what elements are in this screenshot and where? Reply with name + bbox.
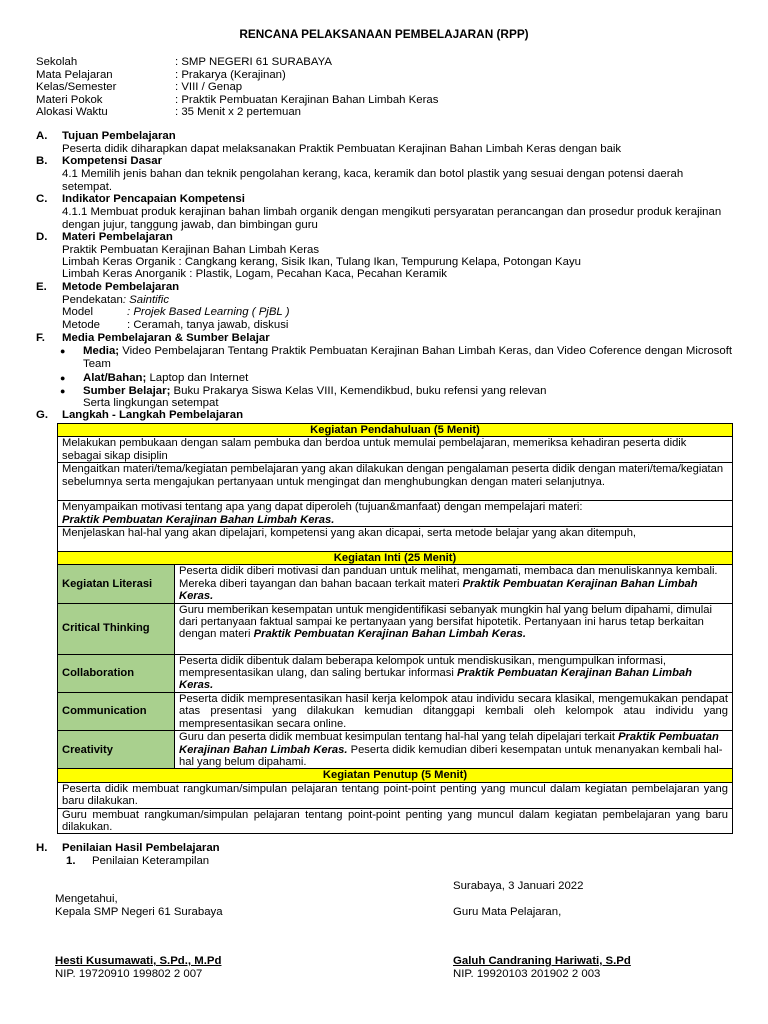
step-emphasis: Praktik Pembuatan Kerajinan Bahan Limbah Keras.	[253, 628, 526, 641]
intro-step	[58, 501, 733, 527]
intro-step: Melakukan pembukaan dengan salam pembuka dan berdoa untuk memulai pembelajaran, memeriksa kehadiran peserta didik sebagai sikap disiplin	[58, 437, 733, 463]
method-value: : Projek Based Learning ( PjBL )	[127, 306, 290, 318]
closing-step: Guru membuat rangkuman/simpulan pelajaran tentang point-point penting yang muncul dalam kegiatan pembelajaran yang baru dilakukan.	[58, 808, 733, 834]
media-label: Sumber Belajar;	[83, 385, 171, 397]
table-row	[58, 808, 733, 834]
method-value: : Saintific	[122, 294, 170, 306]
identity-row-class	[36, 81, 736, 94]
section-g-heading	[36, 409, 243, 422]
activity-text	[175, 654, 733, 692]
identity-key: Mata Pelajaran	[36, 69, 113, 81]
bullet-icon: ●	[60, 346, 66, 356]
activity-label: Creativity	[58, 731, 175, 769]
section-h-heading	[36, 842, 220, 855]
section-d-line: Praktik Pembuatan Kerajinan Bahan Limbah Keras	[62, 244, 320, 256]
closing-header-row	[58, 769, 733, 782]
section-a-text: Peserta didik diharapkan dapat melaksanakan Praktik Pembuatan Kerajinan Bahan Limbah Keras dengan baik	[62, 143, 622, 155]
section-d-heading	[36, 231, 173, 244]
source-item-extra: Serta lingkungan setempat	[83, 397, 219, 409]
identity-key: Alokasi Waktu	[36, 106, 108, 118]
identity-row-time	[36, 106, 736, 119]
bullet-icon: ●	[60, 373, 66, 383]
section-d-line: Limbah Keras Anorganik : Plastik, Logam, Pecahan Kaca, Pecahan Keramik	[62, 268, 447, 280]
method-row	[62, 319, 734, 332]
identity-key: Kelas/Semester	[36, 81, 117, 93]
teacher-name: Galuh Candraning Hariwati, S.Pd	[453, 955, 631, 967]
intro-step: Mengaitkan materi/tema/kegiatan pembelajaran yang akan dilakukan dengan pengalaman peserta didik dengan materi/tema/kegiatan sebelumnya serta mengajukan pertanyaan untuk mengingat dan menghubungkan dengan materi selanjutnya.	[58, 463, 733, 501]
teacher-nip: NIP. 19920103 201902 2 003	[453, 968, 601, 980]
section-a-heading	[36, 130, 176, 143]
acknowledge-label: Mengetahui,	[55, 893, 118, 905]
media-label: Alat/Bahan;	[83, 372, 147, 384]
section-c-heading	[36, 193, 245, 206]
table-row	[58, 565, 733, 603]
identity-key: Sekolah	[36, 56, 78, 68]
section-letter: H.	[36, 842, 48, 854]
table-row	[58, 437, 733, 463]
media-label: Media;	[83, 345, 120, 357]
step-emphasis: Praktik Pembuatan Kerajinan Bahan Limbah Keras.	[179, 731, 719, 756]
section-b-text: 4.1 Memilih jenis bahan dan teknik pengolahan kerang, kaca, keramik dan botol plastik yang sesuai dengan potensi daerah setempat.	[62, 168, 684, 193]
section-title: Tujuan Pembelajaran	[62, 130, 176, 142]
section-letter: G.	[36, 409, 49, 421]
intro-header-row	[58, 424, 733, 437]
core-header-row	[58, 552, 733, 565]
activity-label: Collaboration	[58, 654, 175, 692]
activity-label: Communication	[58, 692, 175, 730]
assessment-item: Penilaian Keterampilan	[92, 855, 210, 867]
section-title: Metode Pembelajaran	[62, 281, 180, 293]
section-b-heading	[36, 155, 162, 168]
section-e-heading	[36, 281, 179, 294]
media-item	[83, 345, 735, 370]
table-row	[58, 527, 733, 552]
method-row	[62, 306, 734, 319]
method-value: : Ceramah, tanya jawab, diskusi	[127, 319, 289, 331]
section-letter: A.	[36, 130, 48, 142]
activity-text	[175, 603, 733, 654]
activity-label: Kegiatan Literasi	[58, 565, 175, 603]
section-letter: E.	[36, 281, 47, 293]
step-text: Peserta didik kemudian diberi kesempatan untuk menanyakan kembali hal-hal yang belum dipahami.	[179, 743, 723, 768]
source-item	[83, 385, 735, 398]
step-emphasis: Praktik Pembuatan Kerajinan Bahan Limbah Keras.	[62, 513, 335, 526]
table-row	[58, 654, 733, 692]
closing-header: Kegiatan Penutup (5 Menit)	[58, 769, 733, 782]
step-text: Guru memberikan kesempatan untuk mengidentifikasi sebanyak mungkin hal yang belum dipahami, dimulai dari pertanyaan faktual sampai ke pertanyaan yang bersifat hipotetik. Pertanyaan ini harus tetap berkaitan dengan materi	[179, 603, 712, 641]
teacher-title: Guru Mata Pelajaran,	[453, 906, 562, 918]
media-text: Buku Prakarya Siswa Kelas VIII, Kemendikbud, buku refensi yang relevan	[170, 385, 547, 397]
identity-value: : SMP NEGERI 61 SURABAYA	[175, 56, 332, 68]
section-letter: F.	[36, 332, 45, 344]
activity-label: Critical Thinking	[58, 603, 175, 654]
step-text: Peserta didik diberi motivasi dan panduan untuk melihat, mengamati, membaca dan menuliskannya kembali. Mereka diberi tayangan dan bahan bacaan terkait materi	[179, 565, 718, 590]
section-title: Langkah - Langkah Pembelajaran	[62, 409, 244, 421]
closing-step: Peserta didik membuat rangkuman/simpulan pelajaran tentang point-point penting yang muncul dalam kegiatan pembelajaran yang baru dilakukan.	[58, 782, 733, 808]
identity-value: : Praktik Pembuatan Kerajinan Bahan Limbah Keras	[175, 94, 439, 106]
table-row	[58, 692, 733, 730]
step-text: Peserta didik dibentuk dalam beberapa kelompok untuk mendiskusikan, mengumpulkan informasi, mempresentasikan ulang, dan saling bertukar informasi	[179, 654, 666, 680]
step-emphasis: Praktik Pembuatan Kerajinan Bahan Limbah Keras.	[179, 577, 698, 603]
table-row	[58, 501, 733, 527]
section-title: Materi Pembelajaran	[62, 231, 173, 243]
section-title: Kompetensi Dasar	[62, 155, 163, 167]
principal-title: Kepala SMP Negeri 61 Surabaya	[55, 906, 223, 918]
section-title: Indikator Pencapaian Kompetensi	[62, 193, 245, 205]
activity-text: Peserta didik mempresentasikan hasil kerja kelompok atau individu secara klasikal, mengemukakan pendapat atas presentasi yang dilakukan kemudian ditanggapi kembali oleh kelompok atau individu yang mempresentasikan secara online.	[175, 692, 733, 730]
identity-value: : 35 Menit x 2 pertemuan	[175, 106, 301, 118]
method-key: Metode	[62, 319, 100, 331]
table-row	[58, 782, 733, 808]
media-text: Laptop dan Internet	[146, 372, 249, 384]
section-title: Penilaian Hasil Pembelajaran	[62, 842, 220, 854]
principal-name: Hesti Kusumawati, S.Pd., M.Pd	[55, 955, 222, 967]
section-f-heading	[36, 332, 270, 345]
intro-header: Kegiatan Pendahuluan (5 Menit)	[58, 424, 733, 437]
activity-text	[175, 565, 733, 603]
assessment-item-number: 1.	[66, 855, 76, 867]
section-title: Media Pembelajaran & Sumber Belajar	[62, 332, 270, 344]
identity-key: Materi Pokok	[36, 94, 103, 106]
table-row	[58, 731, 733, 769]
step-text: Menyampaikan motivasi tentang apa yang dapat diperoleh (tujuan&manfaat) dengan mempelajari materi:	[62, 501, 583, 514]
bullet-icon: ●	[60, 386, 66, 396]
principal-nip: NIP. 19720910 199802 2 007	[55, 968, 203, 980]
identity-value: : Prakarya (Kerajinan)	[175, 69, 286, 81]
document-title: RENCANA PELAKSANAAN PEMBELAJARAN (RPP)	[239, 27, 529, 41]
identity-value: : VIII / Genap	[175, 81, 243, 93]
step-text: Guru dan peserta didik membuat kesimpulan tentang hal-hal yang telah dipelajari terkait	[179, 731, 619, 744]
section-letter: D.	[36, 231, 48, 243]
media-text: Video Pembelajaran Tentang Praktik Pembuatan Kerajinan Bahan Limbah Keras, dan Video Coference dengan Microsoft Team	[83, 345, 733, 370]
method-row	[62, 294, 734, 307]
place-date: Surabaya, 3 Januari 2022	[453, 880, 584, 892]
core-header: Kegiatan Inti (25 Menit)	[58, 552, 733, 565]
activity-text	[175, 731, 733, 769]
identity-row-school	[36, 56, 736, 69]
section-d-line: Limbah Keras Organik : Cangkang kerang, Sisik Ikan, Tulang Ikan, Tempurung Kelapa, Potongan Kayu	[62, 256, 582, 268]
method-key: Pendekatan	[62, 294, 123, 306]
table-row	[58, 463, 733, 501]
tools-item	[83, 372, 735, 385]
learning-steps-table	[57, 423, 733, 834]
method-key: Model	[62, 306, 94, 318]
section-letter: C.	[36, 193, 48, 205]
table-row	[58, 603, 733, 654]
section-c-text: 4.1.1 Membuat produk kerajinan bahan limbah organik dengan mengikuti persyaratan perancangan dan prosedur produk kerajinan dengan jujur, tanggung jawab, dan bimbingan guru	[62, 206, 722, 231]
step-emphasis: Praktik Pembuatan Kerajinan Bahan Limbah Keras.	[179, 667, 692, 692]
intro-step: Menjelaskan hal-hal yang akan dipelajari, kompetensi yang akan dicapai, serta metode belajar yang akan ditempuh,	[58, 527, 733, 552]
section-letter: B.	[36, 155, 48, 167]
